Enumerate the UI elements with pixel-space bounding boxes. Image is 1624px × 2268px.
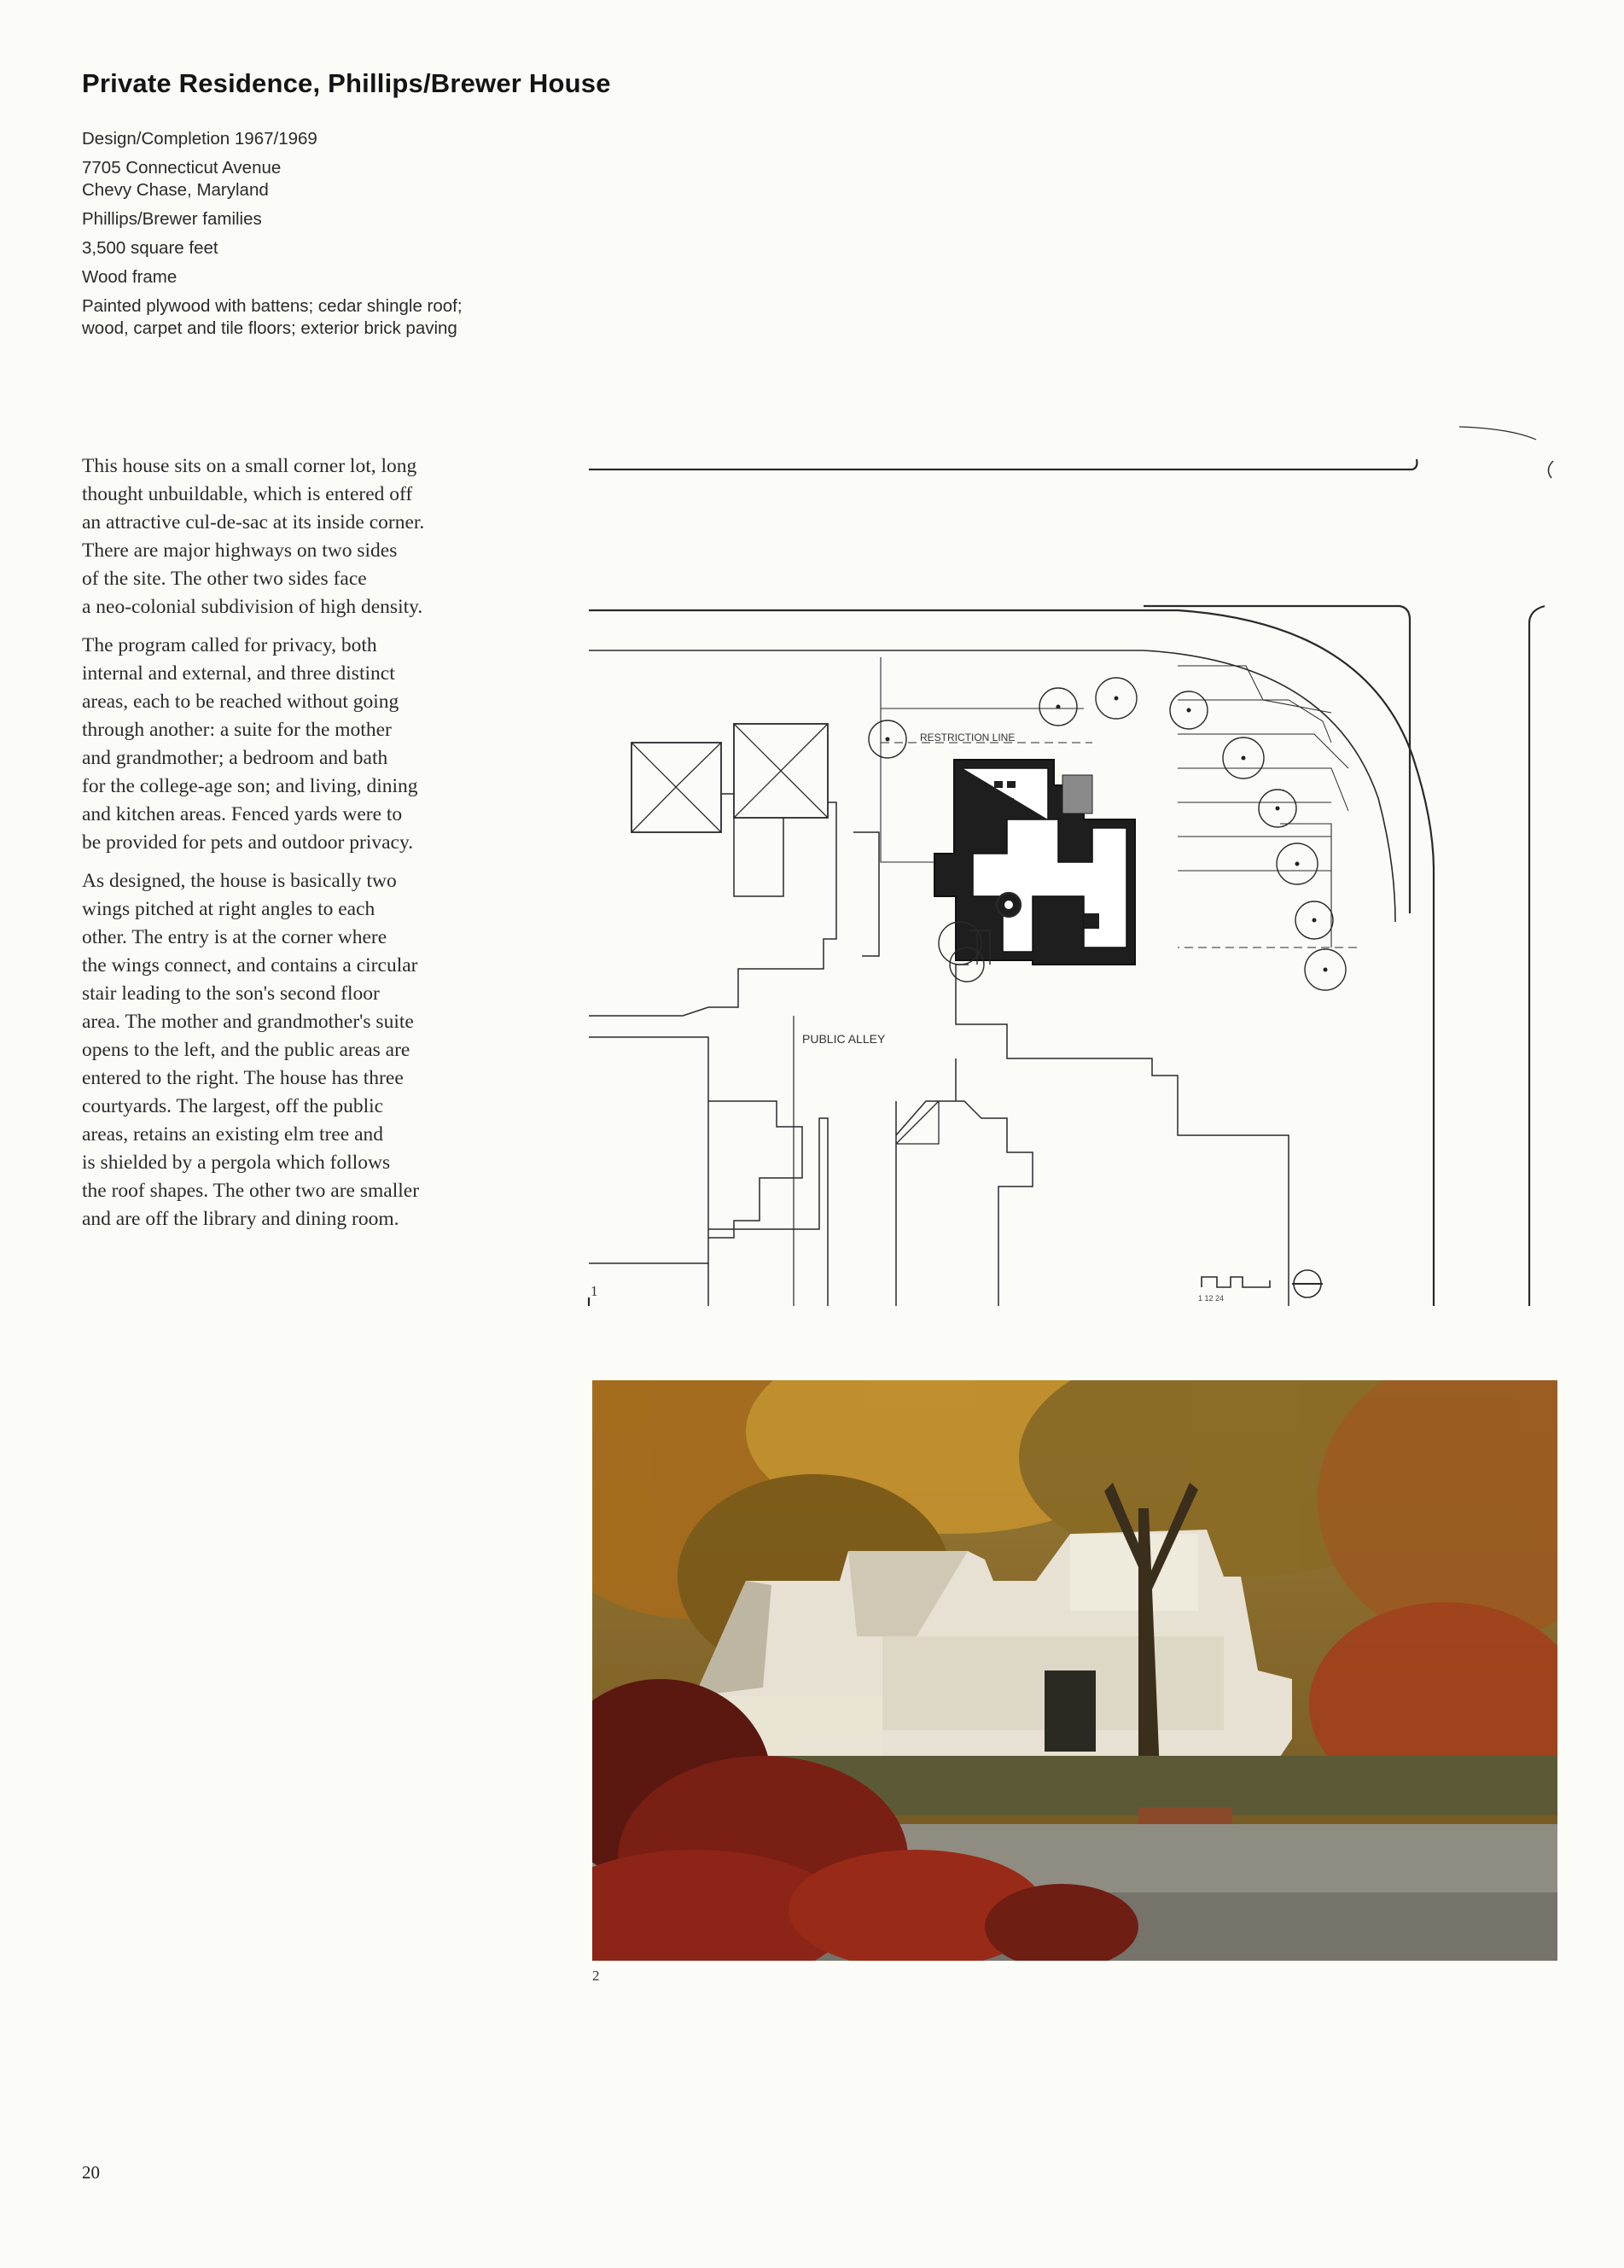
paragraph-3 <box>82 867 560 1233</box>
fixture <box>998 798 1014 805</box>
right-edge <box>1529 606 1545 1306</box>
figure-number: 1 <box>591 1283 598 1299</box>
lot-line <box>881 657 1084 708</box>
area: 3,500 square feet <box>82 238 218 258</box>
lot-line <box>1280 824 1331 947</box>
roof-ridge <box>734 724 828 818</box>
paragraph-1 <box>82 452 560 621</box>
text-line: is shielded by a pergola which follows <box>82 1151 391 1174</box>
fixture <box>1007 781 1016 788</box>
fixture <box>994 781 1003 788</box>
neighbor-house-lower <box>896 1101 939 1144</box>
text-line: be provided for pets and outdoor privacy. <box>82 831 414 854</box>
alley-outline <box>956 965 1289 1306</box>
driveway-lines <box>1178 666 1348 871</box>
materials-line-2: wood, carpet and tile floors; exterior brick paving <box>82 318 457 338</box>
text-line: entered to the right. The house has three <box>82 1067 404 1089</box>
alley-outline <box>589 1037 802 1306</box>
restriction-line-label: RESTRICTION LINE <box>920 732 1016 743</box>
text-line: of the site. The other two sides face <box>82 568 367 590</box>
text-line: other. The entry is at the corner where <box>82 926 387 948</box>
alley-outline <box>708 1118 828 1306</box>
site-plan <box>580 418 1587 1315</box>
text-line: wings pitched at right angles to each <box>82 898 375 920</box>
design-completion: Design/Completion 1967/1969 <box>82 129 317 149</box>
materials-line-1: Painted plywood with battens; cedar shingle roof; <box>82 296 463 316</box>
structure: Wood frame <box>82 267 178 287</box>
text-line: an attractive cul-de-sac at its inside corner. <box>82 511 425 533</box>
text-line: areas, each to be reached without going <box>82 691 399 713</box>
body-text <box>82 452 560 1244</box>
brick-planter <box>1138 1807 1232 1826</box>
text-line: courtyards. The largest, off the public <box>82 1095 384 1117</box>
text-line: and grandmother; a bedroom and bath <box>82 747 388 769</box>
text-line: areas, retains an existing elm tree and <box>82 1123 384 1146</box>
text-line: The program called for privacy, both <box>82 634 377 656</box>
text-line: thought unbuildable, which is entered off <box>82 483 413 505</box>
text-line: stair leading to the son's second floor <box>82 982 380 1005</box>
highway-edge-far <box>1459 427 1536 440</box>
neighbor-outline <box>589 794 836 1016</box>
photo-figure-number: 2 <box>592 1968 600 1984</box>
materials <box>82 295 611 340</box>
paragraph-2 <box>82 632 560 857</box>
text-line: This house sits on a small corner lot, long <box>82 455 417 477</box>
text-line: There are major highways on two sides <box>82 539 398 562</box>
entry-door <box>1045 1670 1096 1752</box>
text-line: through another: a suite for the mother <box>82 719 392 741</box>
stair-hatch <box>1062 775 1092 813</box>
text-line: and are off the library and dining room. <box>82 1208 399 1230</box>
text-line: a neo-colonial subdivision of high density. <box>82 596 423 618</box>
text-line: for the college-age son; and living, dining <box>82 775 418 797</box>
text-line: and kitchen areas. Fenced yards were to <box>82 803 403 825</box>
client: Phillips/Brewer families <box>82 209 262 229</box>
text-line: As designed, the house is basically two <box>82 870 397 892</box>
room-block <box>1084 913 1099 929</box>
text-line: area. The mother and grandmother's suite <box>82 1011 414 1033</box>
scale-label: 1 12 24 <box>1198 1294 1225 1303</box>
roof-ridge <box>632 743 721 832</box>
highway-edge-hook <box>1548 461 1553 478</box>
public-alley-label: PUBLIC ALLEY <box>802 1032 886 1046</box>
address <box>82 157 611 201</box>
highway-edge-top <box>589 459 1417 469</box>
address-line-1: 7705 Connecticut Avenue <box>82 158 282 178</box>
neighbor-house-lower <box>896 1101 1033 1306</box>
project-facts <box>82 128 611 347</box>
text-line: opens to the left, and the public areas are <box>82 1039 410 1061</box>
neighbor-outline <box>853 832 879 956</box>
house-photograph <box>592 1380 1557 1961</box>
page-title: Private Residence, Phillips/Brewer House <box>82 68 611 98</box>
text-line: internal and external, and three distinct <box>82 662 395 685</box>
address-line-2: Chevy Chase, Maryland <box>82 180 269 200</box>
stair-core <box>1004 901 1013 909</box>
text-line: the wings connect, and contains a circular <box>82 954 418 977</box>
text-line: the roof shapes. The other two are smaller <box>82 1180 420 1202</box>
page-number: 20 <box>82 2162 100 2183</box>
scale-bar <box>1202 1277 1270 1287</box>
